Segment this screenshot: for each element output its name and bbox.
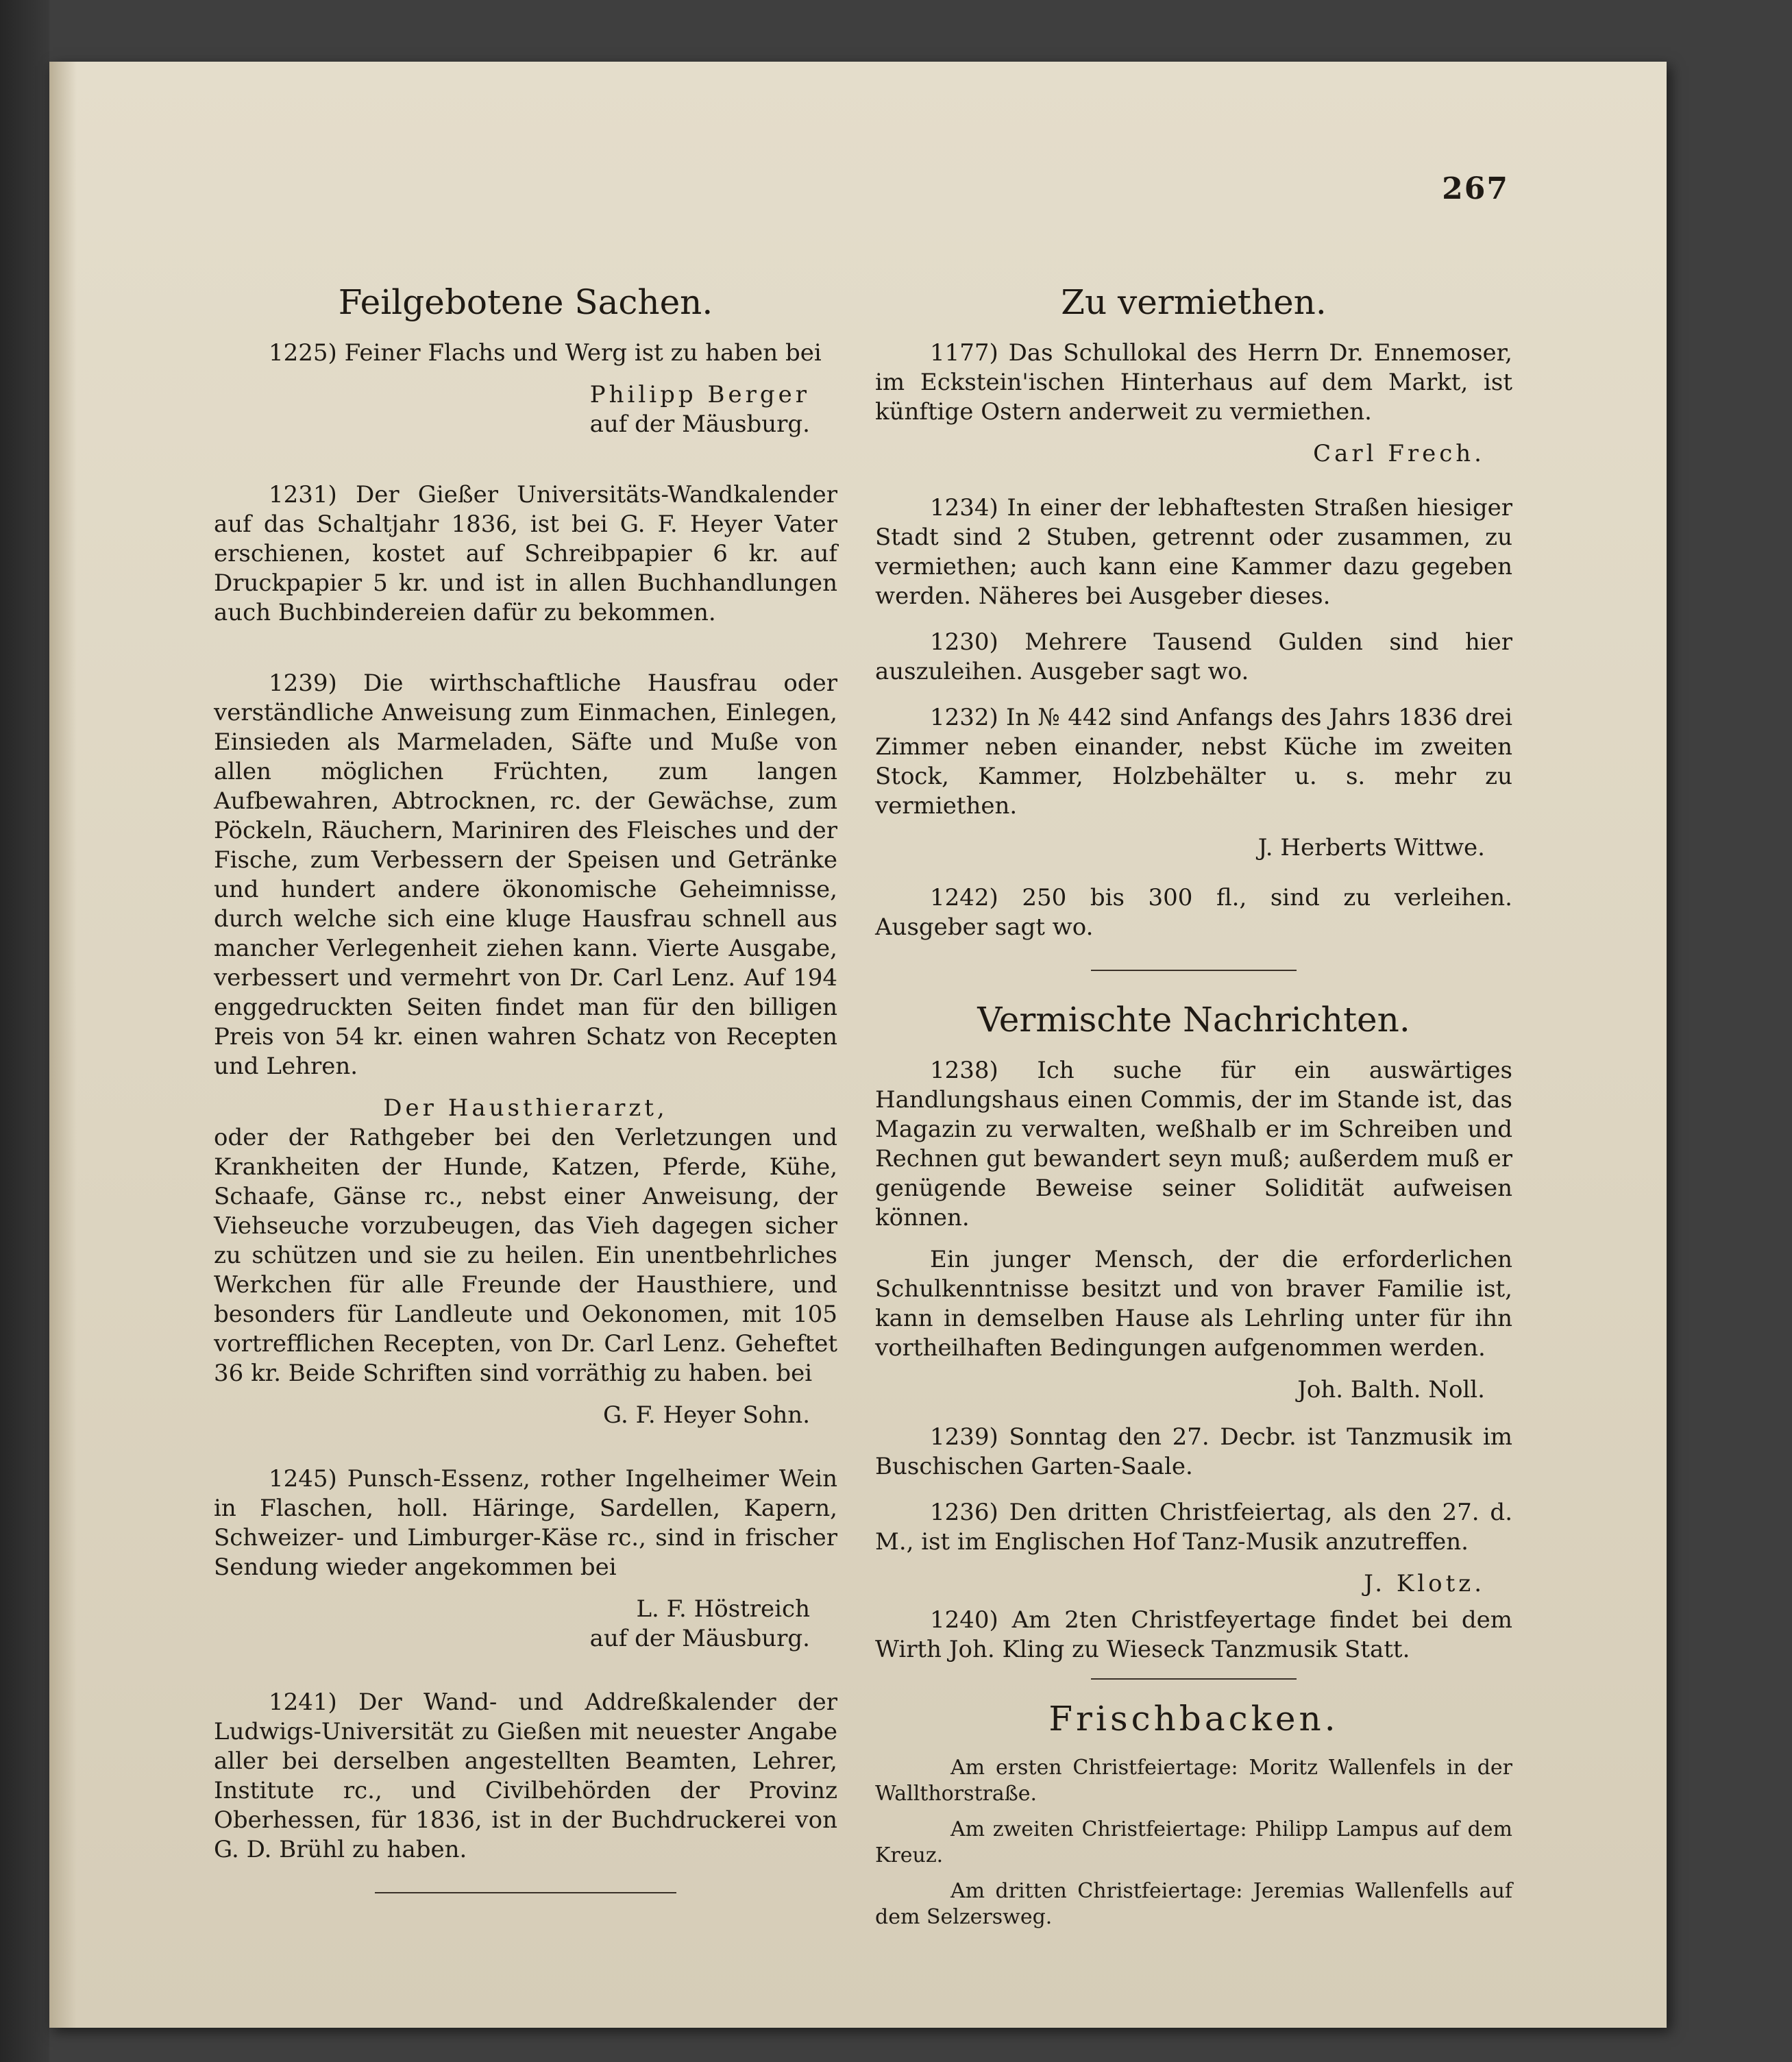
bake-item-first-day: Am ersten Christfeiertage: Moritz Wallenfels in der Wallthorstraße. (875, 1756, 1512, 1806)
ad-1236: 1236) Den dritten Christfeiertag, als den 27. d. M., ist im Englischen Hof Tanz-Musik anzutreffen. (875, 1499, 1512, 1556)
ad-1241: 1241) Der Wand- und Addreßkalender der Ludwigs-Universität zu Gießen mit neuester Angabe aller bei derselben angestellten Beamten, Lehrer, Institute rc., und Civilbehörden der Provinz Oberhessen, für 1836, ist in der Buchdruckerei von G. D. Brühl zu haben. (214, 1689, 837, 1863)
fresh-baking-list (875, 1755, 1512, 1930)
ad-1239: 1239) Die wirthschaftliche Hausfrau oder verständliche Anweisung zum Einmachen, Einlegen, Einsieden als Marmeladen, Säfte und Muße von allen möglichen Früchten, zum langen Aufbewahren, Abtrocknen, rc. der Gewächse, zum Pöckeln, Räuchern, Mariniren des Fleisches und der Fische, zum Verbessern der Speisen und Getränke und hundert andere ökonomische Geheimnisse, durch welche sich eine kluge Hausfrau schnell aus mancher Verlegenheit ziehen kann. Vierte Ausgabe, verbessert und vermehrt von Dr. Carl Lenz. Auf 194 enggedruckten Seiten findet man für den billigen Preis von 54 kr. einen wahren Schatz von Recepten und Lehren. (214, 670, 837, 1080)
ad-1242: 1242) 250 bis 300 fl., sind zu verleihen. Ausgeber sagt wo. (875, 884, 1512, 941)
ad-1234: 1234) In einer der lebhaftesten Straßen hiesiger Stadt sind 2 Stuben, getrennt oder zusammen, zu vermiethen; auch kann eine Kammer dazu gegeben werden. Näheres bei Ausgeber dieses. (875, 494, 1512, 610)
ad-1240: 1240) Am 2ten Christfeyertage findet bei dem Wirth Joh. Kling zu Wieseck Tanzmusik Statt. (875, 1606, 1512, 1663)
left-column-end-rule (375, 1892, 676, 1893)
section-separator-rule-2 (1091, 1678, 1297, 1680)
ad-1239-signature: G. F. Heyer Sohn. (603, 1401, 810, 1429)
scan-background (0, 0, 49, 2062)
ad-1236-signature: J. Klotz. (1364, 1570, 1485, 1597)
ad-1239-dance: 1239) Sonntag den 27. Decbr. ist Tanzmusik im Buschischen Garten-Saale. (875, 1423, 1512, 1480)
ad-1239-continued: oder der Rathgeber bei den Verletzungen und Krankheiten der Hunde, Katzen, Pferde, Kühe, Schaafe, Gänse rc., nebst einer Anweisung, der Viehseuche vorzubeugen, das Vieh dagegen sicher zu schützen und sie zu heilen. Ein unentbehrliches Werkchen für alle Freunde der Hausthiere, und besonders für Landleute und Oekonomen, mit 105 vortrefflichen Recepten, von Dr. Carl Lenz. Geheftet 36 kr. Beide Schriften sind vorräthig zu haben. bei (214, 1124, 837, 1387)
ad-1177: 1177) Das Schullokal des Herrn Dr. Ennemoser, im Eckstein'ischen Hinterhaus auf dem Markt, ist künftige Ostern anderweit zu vermiethen. (875, 339, 1512, 426)
bake-item-third-day: Am dritten Christfeiertage: Jeremias Wallenfells auf dem Selzersweg. (875, 1879, 1512, 1929)
ad-1238: 1238) Ich suche für ein auswärtiges Handlungshaus einen Commis, der im Stande ist, das Magazin zu verwalten, weßhalb er im Schreiben und Rechnen gut bewandert seyn muß; außerdem muß er genügende Beweise seiner Solidität aufweisen können. (875, 1057, 1512, 1231)
section-heading-miscellaneous: Vermischte Nachrichten. (977, 1000, 1410, 1040)
ad-1232-signature: J. Herberts Wittwe. (1257, 834, 1485, 861)
ad-1245-signature: L. F. Höstreich (636, 1595, 810, 1623)
ad-1231: 1231) Der Gießer Universitäts-Wandkalender auf das Schaltjahr 1836, ist bei G. F. Heyer Vater erschienen, kostet auf Schreibpapier 6 kr. auf Druckpapier 5 kr. und ist in allen Buchhandlungen auch Buchbindereien dafür zu bekommen. (214, 481, 837, 626)
ad-1225-location: auf der Mäusburg. (589, 410, 810, 438)
page-number: 267 (1442, 171, 1509, 206)
ad-1177-signature: Carl Frech. (1313, 440, 1485, 467)
left-column (214, 281, 837, 1921)
ad-1232: 1232) In № 442 sind Anfangs des Jahrs 1836 drei Zimmer neben einander, nebst Küche im zweiten Stock, Kammer, Holzbehälter u. s. mehr zu vermiethen. (875, 704, 1512, 820)
ad-1230: 1230) Mehrere Tausend Gulden sind hier auszuleihen. Ausgeber sagt wo. (875, 628, 1512, 685)
ad-1225-signature: Philipp Berger (589, 381, 810, 408)
section-heading-fresh-baking: Frischbacken. (1048, 1699, 1339, 1739)
ad-1225: 1225) Feiner Flachs und Werg ist zu haben bei (269, 339, 822, 367)
section-heading-for-rent: Zu vermiethen. (1061, 282, 1327, 322)
section-separator-rule (1091, 970, 1297, 971)
ad-1238-continued: Ein junger Mensch, der die erforderlichen Schulkenntnisse besitzt und von braver Familie ist, kann in demselben Hause als Lehrling unter für ihn vortheilhaften Bedingungen aufgenommen werden. (875, 1246, 1512, 1362)
bake-item-second-day: Am zweiten Christfeiertage: Philipp Lampus auf dem Kreuz. (875, 1817, 1512, 1867)
ad-1238-signature: Joh. Balth. Noll. (1297, 1376, 1485, 1403)
right-column (875, 281, 1512, 1940)
ad-1245-location: auf der Mäusburg. (589, 1625, 810, 1652)
ad-1239-subtitle: Der Hausthierarzt, (383, 1094, 668, 1122)
section-heading-for-sale: Feilgebotene Sachen. (338, 282, 713, 322)
newspaper-page (49, 62, 1667, 2028)
page-spine-shadow (49, 62, 77, 2028)
ad-1245: 1245) Punsch-Essenz, rother Ingelheimer Wein in Flaschen, holl. Häringe, Sardellen, Kapern, Schweizer- und Limburger-Käse rc., sind in frischer Sendung wieder angekommen bei (214, 1465, 837, 1581)
